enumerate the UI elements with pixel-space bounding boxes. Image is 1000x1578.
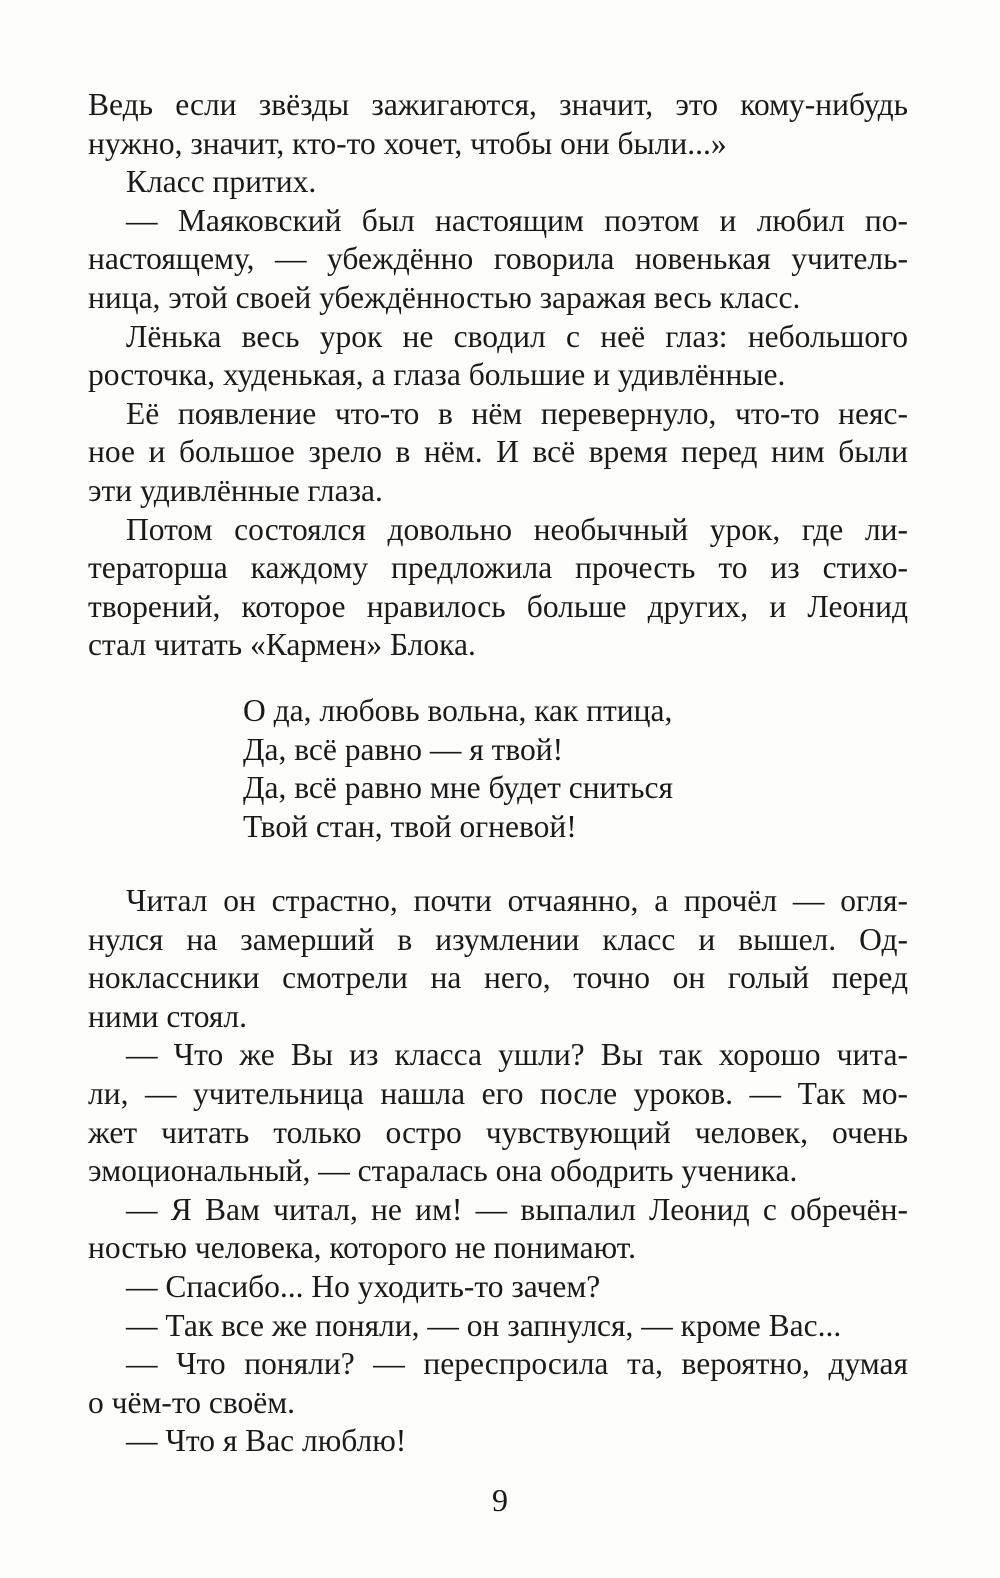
text-line: ностью человека, которого не понимают. [88, 1230, 636, 1266]
text-line: — Маяковский был настоящим поэтом и любил по- [126, 202, 908, 238]
text-line: Потом состоялся довольно необычный урок, где ли- [126, 511, 908, 547]
paragraph [88, 395, 908, 511]
paragraph [88, 1307, 908, 1346]
poem-verse: Да, всё равно мне будет сниться [243, 770, 674, 806]
paragraph [88, 511, 908, 665]
text-line: ное и большое зрело в нём. И всё время перед ним были [88, 434, 908, 470]
text-line: — Я Вам читал, не им! — выпалил Леонид с обречён- [126, 1191, 908, 1227]
text-line: — Что же Вы из класса ушли? Вы так хорошо чита- [126, 1037, 908, 1073]
paragraph [88, 318, 908, 395]
page-number: 9 [492, 1482, 508, 1518]
text-line: творений, которое нравилось больше других, и Леонид [88, 588, 908, 624]
text-line: тераторша каждому предложила прочесть то из стихо- [88, 550, 908, 586]
text-line: ноклассники смотрели на него, точно он голый перед [88, 960, 908, 996]
text-line: нужно, значит, кто-то хочет, чтобы они были...» [88, 125, 727, 161]
text-line: росточка, худенькая, а глаза большие и удивлённые. [88, 357, 786, 393]
paragraph [88, 86, 908, 163]
paragraph [88, 882, 908, 1036]
poem-verse: Да, всё равно — я твой! [243, 731, 564, 767]
text-line: эмоциональный, — старалась она ободрить ученика. [88, 1153, 798, 1189]
text-line: жет читать только остро чувствующий человек, очень [88, 1114, 908, 1150]
prose-block-upper [88, 86, 908, 665]
text-line: ли, — учительница нашла его после уроков. — Так мо- [88, 1075, 908, 1111]
text-line: — Спасибо... Но уходить-то зачем? [126, 1268, 601, 1304]
text-line: Лёнька весь урок не сводил с неё глаз: небольшого [126, 318, 908, 354]
text-line: нулся на замерший в изумлении класс и вышел. Од- [88, 921, 908, 957]
paragraph [88, 1036, 908, 1190]
text-line: Ведь если звёзды зажигаются, значит, это кому-нибудь [88, 87, 908, 122]
text-line: настоящему, — убеждённо говорила новенькая учитель- [88, 241, 908, 277]
text-line: о чём-то своём. [88, 1384, 296, 1420]
text-line: Класс притих. [126, 164, 317, 200]
text-line: ница, этой своей убеждённостью заражая весь класс. [88, 279, 801, 315]
text-line: Её появление что-то в нём перевернуло, что-то неяс- [126, 395, 908, 431]
poem-stanza [243, 692, 673, 846]
text-line: ними стоял. [88, 998, 247, 1034]
text-line: Читал он страстно, почти отчаянно, а прочёл — огля- [126, 883, 908, 918]
paragraph [88, 1422, 908, 1461]
text-line: — Что поняли? — переспросила та, вероятно, думая [126, 1346, 908, 1382]
text-line: — Что я Вас люблю! [126, 1423, 407, 1459]
text-line: эти удивлённые глаза. [88, 472, 383, 508]
paragraph [88, 1268, 908, 1307]
paragraph [88, 1345, 908, 1422]
paragraph [88, 1191, 908, 1268]
poem-verse: Твой стан, твой огневой! [243, 808, 577, 844]
text-line: стал читать «Кармен» Блока. [88, 627, 476, 663]
poem-verse: О да, любовь вольна, как птица, [243, 693, 673, 728]
paragraph [88, 163, 908, 202]
prose-block-lower [88, 882, 908, 1461]
text-line: — Так все же поняли, — он запнулся, — кроме Вас... [126, 1307, 842, 1343]
paragraph [88, 202, 908, 318]
